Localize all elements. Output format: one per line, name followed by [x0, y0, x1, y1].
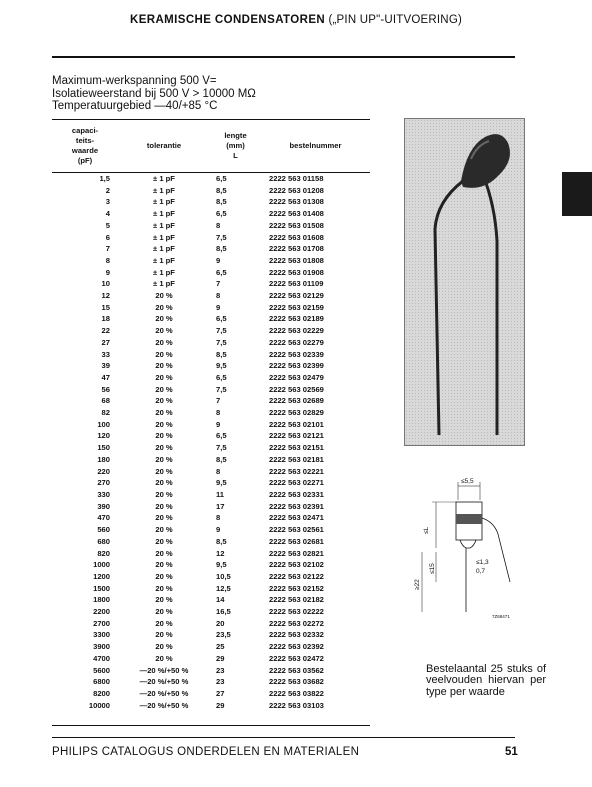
- table-row: [52, 583, 370, 595]
- table-row: [52, 629, 370, 641]
- table-row: [52, 407, 370, 419]
- table-row: [52, 548, 370, 560]
- cell-capacitance: 1800: [93, 595, 110, 605]
- cell-length: 29: [216, 700, 225, 710]
- cell-capacitance: 220: [97, 466, 110, 476]
- cell-tolerance: 20 %: [155, 560, 173, 570]
- cell-tolerance: 20 %: [155, 583, 173, 593]
- cell-order-number: 2222 563 01708: [269, 244, 324, 254]
- table-header-row: [52, 120, 370, 173]
- cell-tolerance: 20 %: [155, 408, 173, 418]
- cell-length: 25: [216, 642, 225, 652]
- cell-tolerance: ± 1 pF: [153, 220, 175, 230]
- cell-order-number: 2222 563 02129: [269, 291, 324, 301]
- cell-order-number: 2222 563 03562: [269, 665, 324, 675]
- cell-capacitance: 12: [101, 291, 110, 301]
- cell-order-number: 2222 563 01308: [269, 197, 324, 207]
- cell-capacitance: 1,5: [99, 174, 110, 183]
- cell-length: 7,5: [216, 326, 227, 336]
- cell-capacitance: 22: [101, 326, 110, 336]
- cell-capacitance: 150: [97, 443, 110, 453]
- header-length-l3: L: [233, 151, 238, 160]
- table-row: [52, 360, 370, 372]
- cell-order-number: 2222 563 02681: [269, 536, 324, 546]
- table-row: [52, 395, 370, 407]
- table-row: [52, 302, 370, 314]
- cell-tolerance: 20 %: [155, 454, 173, 464]
- cell-tolerance: ± 1 pF: [153, 279, 175, 289]
- table-row: [52, 594, 370, 606]
- cell-capacitance: 2700: [93, 618, 110, 628]
- cell-order-number: 2222 563 01158: [269, 174, 324, 183]
- cell-order-number: 2222 563 02829: [269, 408, 324, 418]
- cell-capacitance: 1500: [93, 583, 110, 593]
- cell-capacitance: 2200: [93, 607, 110, 617]
- cell-tolerance: ± 1 pF: [153, 244, 175, 254]
- dim-wire-label: 0,7: [476, 568, 486, 575]
- cell-length: 11: [216, 489, 225, 499]
- header-title-rest: („PIN UP"-UITVOERING): [325, 14, 462, 26]
- table-row: [52, 384, 370, 396]
- cell-length: 16,5: [216, 607, 231, 617]
- cell-tolerance: ± 1 pF: [153, 232, 175, 242]
- cell-length: 27: [216, 688, 225, 698]
- cell-tolerance: ± 1 pF: [153, 255, 175, 265]
- cell-capacitance: 6800: [93, 677, 110, 687]
- cell-length: 9: [216, 525, 221, 535]
- cell-tolerance: ± 1 pF: [153, 174, 175, 183]
- cell-tolerance: 20 %: [155, 372, 173, 382]
- cell-tolerance: ± 1 pF: [153, 209, 175, 219]
- cell-length: 7,5: [216, 337, 227, 347]
- cell-length: 23,5: [216, 630, 231, 640]
- cell-order-number: 2222 563 01508: [269, 220, 324, 230]
- cell-length: 7: [216, 279, 221, 289]
- spec-insulation: Isolatieweerstand bij 500 V > 10000 MΩ: [52, 87, 256, 100]
- cell-tolerance: 20 %: [155, 314, 173, 324]
- cell-tolerance: 20 %: [155, 513, 173, 523]
- cell-length: 23: [216, 665, 225, 675]
- table-row: [52, 700, 370, 712]
- cell-tolerance: ± 1 pF: [153, 185, 175, 195]
- cell-order-number: 2222 563 01608: [269, 232, 324, 242]
- cell-capacitance: 68: [101, 396, 110, 406]
- dim-length-label: ≤L: [423, 526, 430, 534]
- table-row: [52, 220, 370, 232]
- table-row: [52, 571, 370, 583]
- table-row: [52, 618, 370, 630]
- cell-order-number: 2222 563 02229: [269, 326, 324, 336]
- cell-order-number: 2222 563 02391: [269, 501, 324, 511]
- cell-length: 8: [216, 513, 221, 523]
- cell-order-number: 2222 563 02561: [269, 525, 324, 535]
- cell-order-number: 2222 563 02479: [269, 372, 324, 382]
- order-quantity-note: Bestelaantal 25 stuks of veelvouden hiervan per type per waarde: [426, 663, 546, 698]
- table-row: [52, 477, 370, 489]
- cell-order-number: 2222 563 02339: [269, 349, 324, 359]
- cell-length: 8: [216, 220, 221, 230]
- dim-pitch-label: ≤1,3: [476, 559, 489, 566]
- cell-tolerance: 20 %: [155, 548, 173, 558]
- cell-length: 8: [216, 291, 221, 301]
- cell-length: 9: [216, 302, 221, 312]
- cell-tolerance: 20 %: [155, 337, 173, 347]
- cell-tolerance: 20 %: [155, 466, 173, 476]
- capacitor-table: [52, 120, 370, 711]
- dimension-drawing-svg: [408, 472, 528, 622]
- cell-order-number: 2222 563 02182: [269, 595, 324, 605]
- table-row: [52, 185, 370, 197]
- cell-tolerance: 20 %: [155, 489, 173, 499]
- header-length-l1: lengte: [224, 131, 247, 140]
- cell-capacitance: 120: [97, 431, 110, 441]
- cell-capacitance: 100: [97, 419, 110, 429]
- table-row: [52, 536, 370, 548]
- cell-length: 7,5: [216, 384, 227, 394]
- table-row: [52, 489, 370, 501]
- cell-order-number: 2222 563 02279: [269, 337, 324, 347]
- cell-length: 7: [216, 396, 221, 406]
- cell-tolerance: —20 %/+50 %: [139, 677, 189, 687]
- cell-length: 17: [216, 501, 225, 511]
- cell-order-number: 2222 563 01808: [269, 255, 324, 265]
- header-length-l2: (mm): [226, 141, 245, 150]
- cell-tolerance: 20 %: [155, 501, 173, 511]
- cell-order-number: 2222 563 02102: [269, 560, 324, 570]
- cell-tolerance: 20 %: [155, 478, 173, 488]
- cell-length: 9,5: [216, 478, 227, 488]
- cell-length: 12,5: [216, 583, 231, 593]
- table-row: [52, 232, 370, 244]
- cell-tolerance: 20 %: [155, 431, 173, 441]
- cell-capacitance: 3: [105, 197, 110, 207]
- cell-order-number: 2222 563 01208: [269, 185, 324, 195]
- cell-length: 8,5: [216, 454, 227, 464]
- table-row: [52, 524, 370, 536]
- page-number: 51: [505, 746, 518, 758]
- table-row: [52, 606, 370, 618]
- cell-capacitance: 15: [101, 302, 110, 312]
- cell-order-number: 2222 563 02472: [269, 653, 324, 663]
- cell-order-number: 2222 563 02159: [269, 302, 324, 312]
- table-row: [52, 278, 370, 290]
- cell-order-number: 2222 563 02332: [269, 630, 324, 640]
- cell-length: 20: [216, 618, 225, 628]
- cell-length: 9: [216, 419, 221, 429]
- cell-length: 6,5: [216, 372, 227, 382]
- table-row: [52, 255, 370, 267]
- cell-tolerance: 20 %: [155, 630, 173, 640]
- cell-order-number: 2222 563 03682: [269, 677, 324, 687]
- header-capacitance-l3: waarde: [71, 146, 99, 155]
- cell-order-number: 2222 563 02189: [269, 314, 324, 324]
- cell-order-number: 2222 563 02569: [269, 384, 324, 394]
- cell-tolerance: 20 %: [155, 536, 173, 546]
- footer-catalog-title: PHILIPS CATALOGUS ONDERDELEN EN MATERIALEN: [52, 746, 360, 758]
- table-row: [52, 665, 370, 677]
- cell-capacitance: 47: [101, 372, 110, 382]
- cell-order-number: 2222 563 02821: [269, 548, 324, 558]
- header-order-number: bestelnummer: [261, 120, 370, 173]
- cell-length: 9,5: [216, 560, 227, 570]
- header-title-bold: KERAMISCHE CONDENSATOREN: [129, 14, 326, 26]
- cell-capacitance: 18: [101, 314, 110, 324]
- cell-order-number: 2222 563 02221: [269, 466, 324, 476]
- cell-tolerance: 20 %: [155, 443, 173, 453]
- cell-order-number: 2222 563 03103: [269, 700, 324, 710]
- table-row: [52, 196, 370, 208]
- cell-capacitance: 1200: [93, 571, 110, 581]
- table-row: [52, 501, 370, 513]
- cell-capacitance: 8: [105, 255, 110, 265]
- cell-length: 7,5: [216, 443, 227, 453]
- cell-order-number: 2222 563 02151: [269, 443, 324, 453]
- cell-capacitance: 5600: [93, 665, 110, 675]
- cell-order-number: 2222 563 02181: [269, 454, 324, 464]
- cell-tolerance: 20 %: [155, 326, 173, 336]
- cell-capacitance: 6: [105, 232, 110, 242]
- cell-tolerance: ± 1 pF: [153, 267, 175, 277]
- table-row: [52, 173, 370, 185]
- cell-tolerance: 20 %: [155, 525, 173, 535]
- table-row: [52, 290, 370, 302]
- cell-order-number: 2222 563 02271: [269, 478, 324, 488]
- cell-capacitance: 33: [101, 349, 110, 359]
- cell-tolerance: 20 %: [155, 571, 173, 581]
- dim-mid-label: ≤15: [429, 563, 436, 574]
- cell-capacitance: 330: [97, 489, 110, 499]
- capacitor-photo-image: [405, 119, 524, 445]
- cell-order-number: 2222 563 02122: [269, 571, 324, 581]
- cell-tolerance: —20 %/+50 %: [139, 688, 189, 698]
- cell-order-number: 2222 563 02471: [269, 513, 324, 523]
- cell-order-number: 2222 563 02392: [269, 642, 324, 652]
- table-row: [52, 676, 370, 688]
- cell-length: 8,5: [216, 197, 227, 207]
- cell-order-number: 2222 563 02272: [269, 618, 324, 628]
- cell-capacitance: 4: [105, 209, 110, 219]
- cell-capacitance: 27: [101, 337, 110, 347]
- header-capacitance: [52, 120, 118, 173]
- table-row: [52, 442, 370, 454]
- cell-capacitance: 390: [97, 501, 110, 511]
- cell-length: 8: [216, 408, 221, 418]
- cell-order-number: 2222 563 02689: [269, 396, 324, 406]
- cell-length: 8,5: [216, 244, 227, 254]
- dimension-drawing: [408, 472, 528, 622]
- spec-temperature: Temperatuurgebied —40/+85 °C: [52, 100, 218, 112]
- dim-width-label: ≤5,5: [461, 478, 474, 485]
- cell-length: 10,5: [216, 571, 231, 581]
- footer-rule: [52, 737, 515, 738]
- cell-tolerance: —20 %/+50 %: [139, 665, 189, 675]
- cell-order-number: 2222 563 02152: [269, 583, 324, 593]
- spec-voltage: Maximum-werkspanning 500 V=: [52, 75, 217, 87]
- cell-tolerance: 20 %: [155, 607, 173, 617]
- table-row: [52, 337, 370, 349]
- cell-capacitance: 39: [101, 361, 110, 371]
- table-row: [52, 208, 370, 220]
- table-row: [52, 641, 370, 653]
- cell-tolerance: 20 %: [155, 653, 173, 663]
- cell-order-number: 2222 563 02222: [269, 607, 324, 617]
- header-capacitance-l4: (pF): [77, 156, 93, 165]
- cell-order-number: 2222 563 01109: [269, 279, 324, 289]
- table-row: [52, 313, 370, 325]
- table-row: [52, 325, 370, 337]
- cell-capacitance: 4700: [93, 653, 110, 663]
- cell-capacitance: 5: [105, 220, 110, 230]
- table-row: [52, 267, 370, 279]
- header-tolerance: tolerantie: [118, 120, 210, 173]
- cell-capacitance: 1000: [93, 560, 110, 570]
- cell-order-number: 2222 563 02399: [269, 361, 324, 371]
- cell-length: 14: [216, 595, 225, 605]
- cell-length: 6,5: [216, 314, 227, 324]
- cell-length: 7,5: [216, 232, 227, 242]
- cell-tolerance: 20 %: [155, 302, 173, 312]
- header-capacitance-l1: capaci-: [71, 126, 99, 135]
- cell-length: 6,5: [216, 174, 227, 183]
- cell-length: 6,5: [216, 267, 227, 277]
- cell-order-number: 2222 563 03822: [269, 688, 324, 698]
- cell-capacitance: 180: [97, 454, 110, 464]
- cell-tolerance: 20 %: [155, 618, 173, 628]
- cell-length: 23: [216, 677, 225, 687]
- table-row: [52, 466, 370, 478]
- cell-length: 12: [216, 548, 225, 558]
- cell-tolerance: 20 %: [155, 595, 173, 605]
- cell-capacitance: 8200: [93, 688, 110, 698]
- cell-length: 6,5: [216, 431, 227, 441]
- cell-length: 9,5: [216, 361, 227, 371]
- table-row: [52, 419, 370, 431]
- cell-tolerance: —20 %/+50 %: [139, 700, 189, 710]
- dim-lead-label: ≥22: [414, 579, 421, 590]
- cell-length: 8,5: [216, 349, 227, 359]
- cell-capacitance: 820: [97, 548, 110, 558]
- specs-block: [52, 75, 256, 113]
- cell-length: 29: [216, 653, 225, 663]
- cell-capacitance: 56: [101, 384, 110, 394]
- cell-capacitance: 10: [101, 279, 110, 289]
- table-row: [52, 688, 370, 700]
- cell-tolerance: 20 %: [155, 349, 173, 359]
- cell-tolerance: 20 %: [155, 291, 173, 301]
- cell-capacitance: 10000: [88, 700, 110, 710]
- table-bottom-rule: [52, 725, 370, 726]
- table-row: [52, 372, 370, 384]
- cell-capacitance: 470: [97, 513, 110, 523]
- cell-capacitance: 9: [105, 267, 110, 277]
- cell-capacitance: 270: [97, 478, 110, 488]
- cell-tolerance: 20 %: [155, 384, 173, 394]
- cell-tolerance: 20 %: [155, 396, 173, 406]
- table-row: [52, 430, 370, 442]
- header-length: [210, 120, 261, 173]
- table-body: [52, 173, 370, 712]
- header-capacitance-l2: teits-: [75, 136, 95, 145]
- table-row: [52, 559, 370, 571]
- cell-capacitance: 3900: [93, 642, 110, 652]
- table-row: [52, 512, 370, 524]
- table-row: [52, 243, 370, 255]
- page-header: [0, 14, 592, 26]
- capacitor-photo: [404, 118, 525, 446]
- cell-capacitance: 3300: [93, 630, 110, 640]
- cell-length: 8,5: [216, 185, 227, 195]
- cell-capacitance: 82: [101, 408, 110, 418]
- cell-capacitance: 680: [97, 536, 110, 546]
- cell-tolerance: 20 %: [155, 361, 173, 371]
- cell-order-number: 2222 563 01908: [269, 267, 324, 277]
- cell-length: 8,5: [216, 536, 227, 546]
- cell-length: 9: [216, 255, 221, 265]
- cell-order-number: 2222 563 02121: [269, 431, 324, 441]
- table-row: [52, 349, 370, 361]
- header-rule: [52, 56, 515, 58]
- cell-order-number: 2222 563 02101: [269, 419, 324, 429]
- cell-tolerance: 20 %: [155, 642, 173, 652]
- table-row: [52, 653, 370, 665]
- cell-order-number: 2222 563 02331: [269, 489, 324, 499]
- cell-capacitance: 7: [105, 244, 110, 254]
- drawing-code: 7Z68471: [492, 614, 510, 619]
- cell-order-number: 2222 563 01408: [269, 209, 324, 219]
- cell-tolerance: ± 1 pF: [153, 197, 175, 207]
- cell-capacitance: 560: [97, 525, 110, 535]
- section-tab-marker: [562, 172, 592, 216]
- cell-length: 6,5: [216, 209, 227, 219]
- cell-capacitance: 2: [105, 185, 110, 195]
- table-row: [52, 454, 370, 466]
- cell-length: 8: [216, 466, 221, 476]
- cell-tolerance: 20 %: [155, 419, 173, 429]
